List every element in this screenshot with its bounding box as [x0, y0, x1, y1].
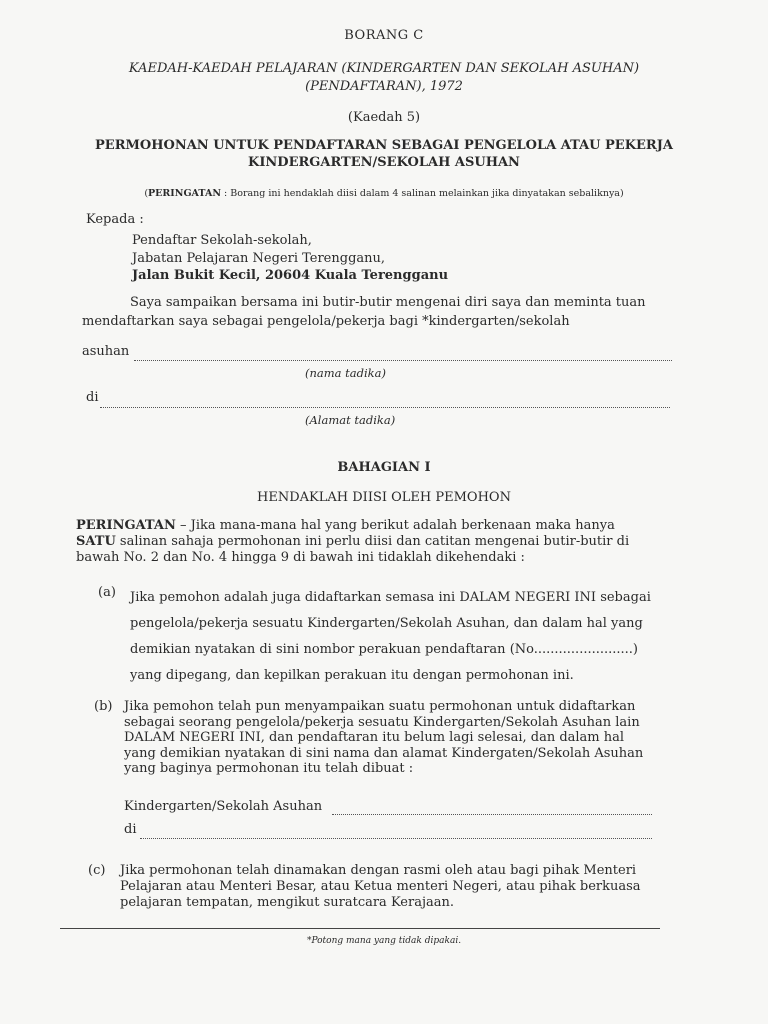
warning-open: ( [144, 188, 149, 199]
item-b-field1-label: Kindergarten/Sekolah Asuhan [124, 799, 323, 814]
recipient-line-3: Jalan Bukit Kecil, 20604 Kuala Terengganu [132, 268, 449, 283]
item-b-field2[interactable] [140, 838, 652, 839]
item-b-field1[interactable] [332, 814, 652, 815]
di-caption: (Alamat tadika) [305, 413, 396, 427]
section-warning-line-2: SATU salinan sahaja permohonan ini perlu diisi dan catitan mengenai butir-butir di [76, 534, 630, 549]
rule-reference: (Kaedah 5) [347, 110, 421, 125]
item-a-line: yang dipegang, dan kepilkan perakuan itu dengan permohonan ini. [130, 668, 574, 683]
item-a-text [130, 585, 651, 689]
form-code: BORANG C [344, 28, 424, 43]
di-label: di [86, 390, 99, 405]
section-warning-line-3: bawah No. 2 dan No. 4 hingga 9 di bawah ini tidaklah dikehendaki : [76, 550, 525, 565]
to-label: Kepada : [86, 212, 144, 227]
item-b-line: yang baginya permohonan itu telah dibuat : [124, 761, 414, 776]
warning-text: : Borang ini hendaklah diisi dalam 4 salinan melainkan jika dinyatakan sebaliknya) [221, 188, 624, 199]
item-a-label: (a) [98, 585, 116, 600]
recipient-line-2: Jabatan Pelajaran Negeri Terengganu, [132, 251, 386, 266]
item-c-line: Jika permohonan telah dinamakan dengan rasmi oleh atau bagi pihak Menteri [120, 863, 637, 878]
item-c-label: (c) [88, 863, 106, 878]
filing-warning [0, 188, 768, 199]
regulation-line-2: (PENDAFTARAN), 1972 [305, 79, 463, 94]
item-b-line: DALAM NEGERI INI, dan pendaftaran itu belum lagi selesai, dan dalam hal [124, 730, 625, 745]
request-line-1: Saya sampaikan bersama ini butir-butir mengenai diri saya dan meminta tuan [130, 295, 646, 310]
section-warning-label: PERINGATAN [76, 518, 176, 533]
warning-label: PERINGATAN [148, 188, 222, 199]
item-b-line: yang demikian nyatakan di sini nama dan alamat Kindergaten/Sekolah Asuhan [124, 745, 644, 761]
recipient-line-1: Pendaftar Sekolah-sekolah, [132, 233, 312, 248]
form-title-line-1: PERMOHONAN UNTUK PENDAFTARAN SEBAGAI PENGELOLA ATAU PEKERJA [95, 138, 673, 153]
section-warning-line-1: PERINGATAN – Jika mana-mana hal yang berikut adalah berkenaan maka hanya [76, 518, 615, 533]
form-title [0, 137, 768, 171]
asuhan-caption: (nama tadika) [305, 366, 386, 380]
item-b-line: Jika pemohon telah pun menyampaikan suatu permohonan untuk didaftarkan [124, 699, 636, 714]
section-warning [76, 518, 629, 566]
item-a-line: demikian nyatakan di sini nombor perakuan pendaftaran (No........................) [130, 642, 638, 657]
regulation-line-1: KAEDAH-KAEDAH PELAJARAN (KINDERGARTEN DAN SEKOLAH ASUHAN) [128, 61, 640, 76]
section-title: BAHAGIAN I [337, 460, 431, 475]
asuhan-field[interactable] [134, 360, 672, 361]
request-line-2: mendaftarkan saya sebagai pengelola/pekerja bagi *kindergarten/sekolah [82, 314, 570, 329]
footnote-divider [60, 928, 660, 929]
item-a-line: Jika pemohon adalah juga didaftarkan semasa ini DALAM NEGERI INI sebagai [130, 590, 651, 605]
item-b-line: sebagai seorang pengelola/pekerja sesuatu Kindergarten/Sekolah Asuhan lain [124, 714, 640, 730]
footnote: *Potong mana yang tidak dipakai. [306, 936, 462, 946]
item-c-line: Pelajaran atau Menteri Besar, atau Ketua menteri Negeri, atau pihak berkuasa [120, 879, 641, 894]
form-title-line-2: KINDERGARTEN/SEKOLAH ASUHAN [248, 155, 520, 170]
item-b-text [124, 699, 643, 777]
item-a-line: pengelola/pekerja sesuatu Kindergarten/Sekolah Asuhan, dan dalam hal yang [130, 616, 643, 631]
section-subtitle: HENDAKLAH DIISI OLEH PEMOHON [257, 490, 511, 505]
item-c-line: pelajaran tempatan, mengikut suratcara Kerajaan. [120, 895, 455, 910]
di-field[interactable] [100, 407, 670, 408]
section-warning-satu: SATU [76, 534, 116, 549]
asuhan-label: asuhan [82, 344, 130, 359]
regulation-title [0, 60, 768, 96]
item-b-label: (b) [94, 699, 113, 714]
item-c-text [120, 863, 641, 911]
item-b-field2-label: di [124, 822, 137, 837]
